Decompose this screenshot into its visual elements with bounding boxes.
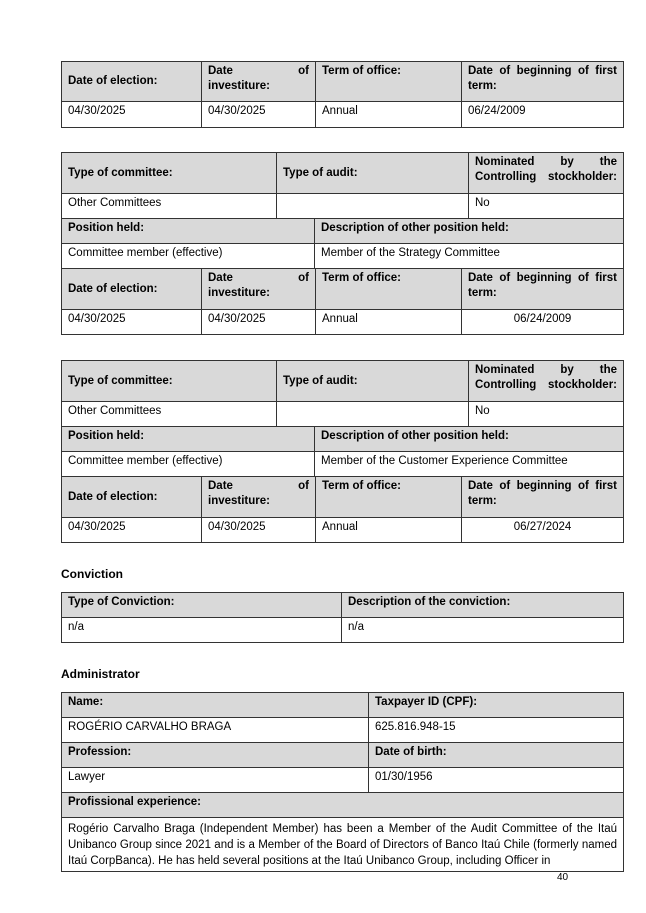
committee-2-dates-table <box>61 476 624 543</box>
type-committee-label: Type of committee: <box>62 153 277 194</box>
term-office-value: Annual <box>316 518 462 543</box>
term-office-label: Term of office: <box>316 269 462 310</box>
description-label: Description of other position held: <box>315 427 624 452</box>
birth-value: 01/30/1956 <box>369 768 624 793</box>
type-audit-label: Type of audit: <box>277 361 469 402</box>
page-number: 40 <box>557 872 569 883</box>
experience-label: Profissional experience: <box>62 793 624 818</box>
type-committee-value: Other Committees <box>62 194 277 219</box>
date-investiture-value: 04/30/2025 <box>202 518 316 543</box>
description-value: Member of the Strategy Committee <box>315 244 624 269</box>
term-office-value: Annual <box>316 102 462 128</box>
date-investiture-value: 04/30/2025 <box>202 102 316 128</box>
position-held-value: Committee member (effective) <box>62 244 315 269</box>
date-beginning-value: 06/24/2009 <box>462 102 624 128</box>
taxpayer-label: Taxpayer ID (CPF): <box>369 693 624 718</box>
top-dates-table <box>61 61 624 128</box>
date-beginning-label: Date of beginning of first term: <box>462 269 624 310</box>
description-label: Description of other position held: <box>315 219 624 244</box>
taxpayer-value: 625.816.948-15 <box>369 718 624 743</box>
position-held-value: Committee member (effective) <box>62 452 315 477</box>
date-election-value: 04/30/2025 <box>62 518 202 543</box>
conviction-heading: Conviction <box>61 567 123 581</box>
experience-text: Rogério Carvalho Braga (Independent Member) has been a Member of the Audit Committee of the Itaú Unibanco Group since 2021 and is a Member of the Board of Directors of Banco Itaú Chile (formerly named Itaú CorpBanca). He has held several positions at the Itaú Unibanco Group, including Officer in <box>62 818 624 872</box>
term-office-label: Term of office: <box>316 477 462 518</box>
profession-label: Profession: <box>62 743 369 768</box>
conviction-table <box>61 592 624 643</box>
date-beginning-value: 06/24/2009 <box>462 310 624 335</box>
date-election-label: Date of election: <box>62 269 202 310</box>
administrator-table <box>61 692 624 872</box>
date-investiture-label: Date of investiture: <box>202 477 316 518</box>
committee-2-header-table <box>61 360 624 427</box>
conviction-type-value: n/a <box>62 618 342 643</box>
position-held-label: Position held: <box>62 219 315 244</box>
committee-1-dates-table <box>61 268 624 335</box>
profession-value: Lawyer <box>62 768 369 793</box>
date-election-value: 04/30/2025 <box>62 310 202 335</box>
nominated-value: No <box>469 194 624 219</box>
committee-1-header-table <box>61 152 624 219</box>
nominated-value: No <box>469 402 624 427</box>
date-election-value: 04/30/2025 <box>62 102 202 128</box>
type-audit-label: Type of audit: <box>277 153 469 194</box>
administrator-heading: Administrator <box>61 667 140 681</box>
name-value: ROGÉRIO CARVALHO BRAGA <box>62 718 369 743</box>
date-beginning-label: Date of beginning of first term: <box>462 477 624 518</box>
term-office-value: Annual <box>316 310 462 335</box>
date-election-label: Date of election: <box>62 62 202 102</box>
type-committee-label: Type of committee: <box>62 361 277 402</box>
committee-1-position-table <box>61 218 624 269</box>
conviction-description-value: n/a <box>342 618 624 643</box>
position-held-label: Position held: <box>62 427 315 452</box>
name-label: Name: <box>62 693 369 718</box>
date-investiture-value: 04/30/2025 <box>202 310 316 335</box>
date-investiture-label: Date of investiture: <box>202 269 316 310</box>
type-audit-value <box>277 402 469 427</box>
conviction-description-label: Description of the conviction: <box>342 593 624 618</box>
nominated-label: Nominated by the Controlling stockholder: <box>469 153 624 194</box>
type-audit-value <box>277 194 469 219</box>
birth-label: Date of birth: <box>369 743 624 768</box>
description-value: Member of the Customer Experience Committee <box>315 452 624 477</box>
date-beginning-value: 06/27/2024 <box>462 518 624 543</box>
date-investiture-label: Date of investiture: <box>202 62 316 102</box>
committee-2-position-table <box>61 426 624 477</box>
type-committee-value: Other Committees <box>62 402 277 427</box>
date-election-label: Date of election: <box>62 477 202 518</box>
conviction-type-label: Type of Conviction: <box>62 593 342 618</box>
date-beginning-label: Date of beginning of first term: <box>462 62 624 102</box>
nominated-label: Nominated by the Controlling stockholder: <box>469 361 624 402</box>
term-office-label: Term of office: <box>316 62 462 102</box>
